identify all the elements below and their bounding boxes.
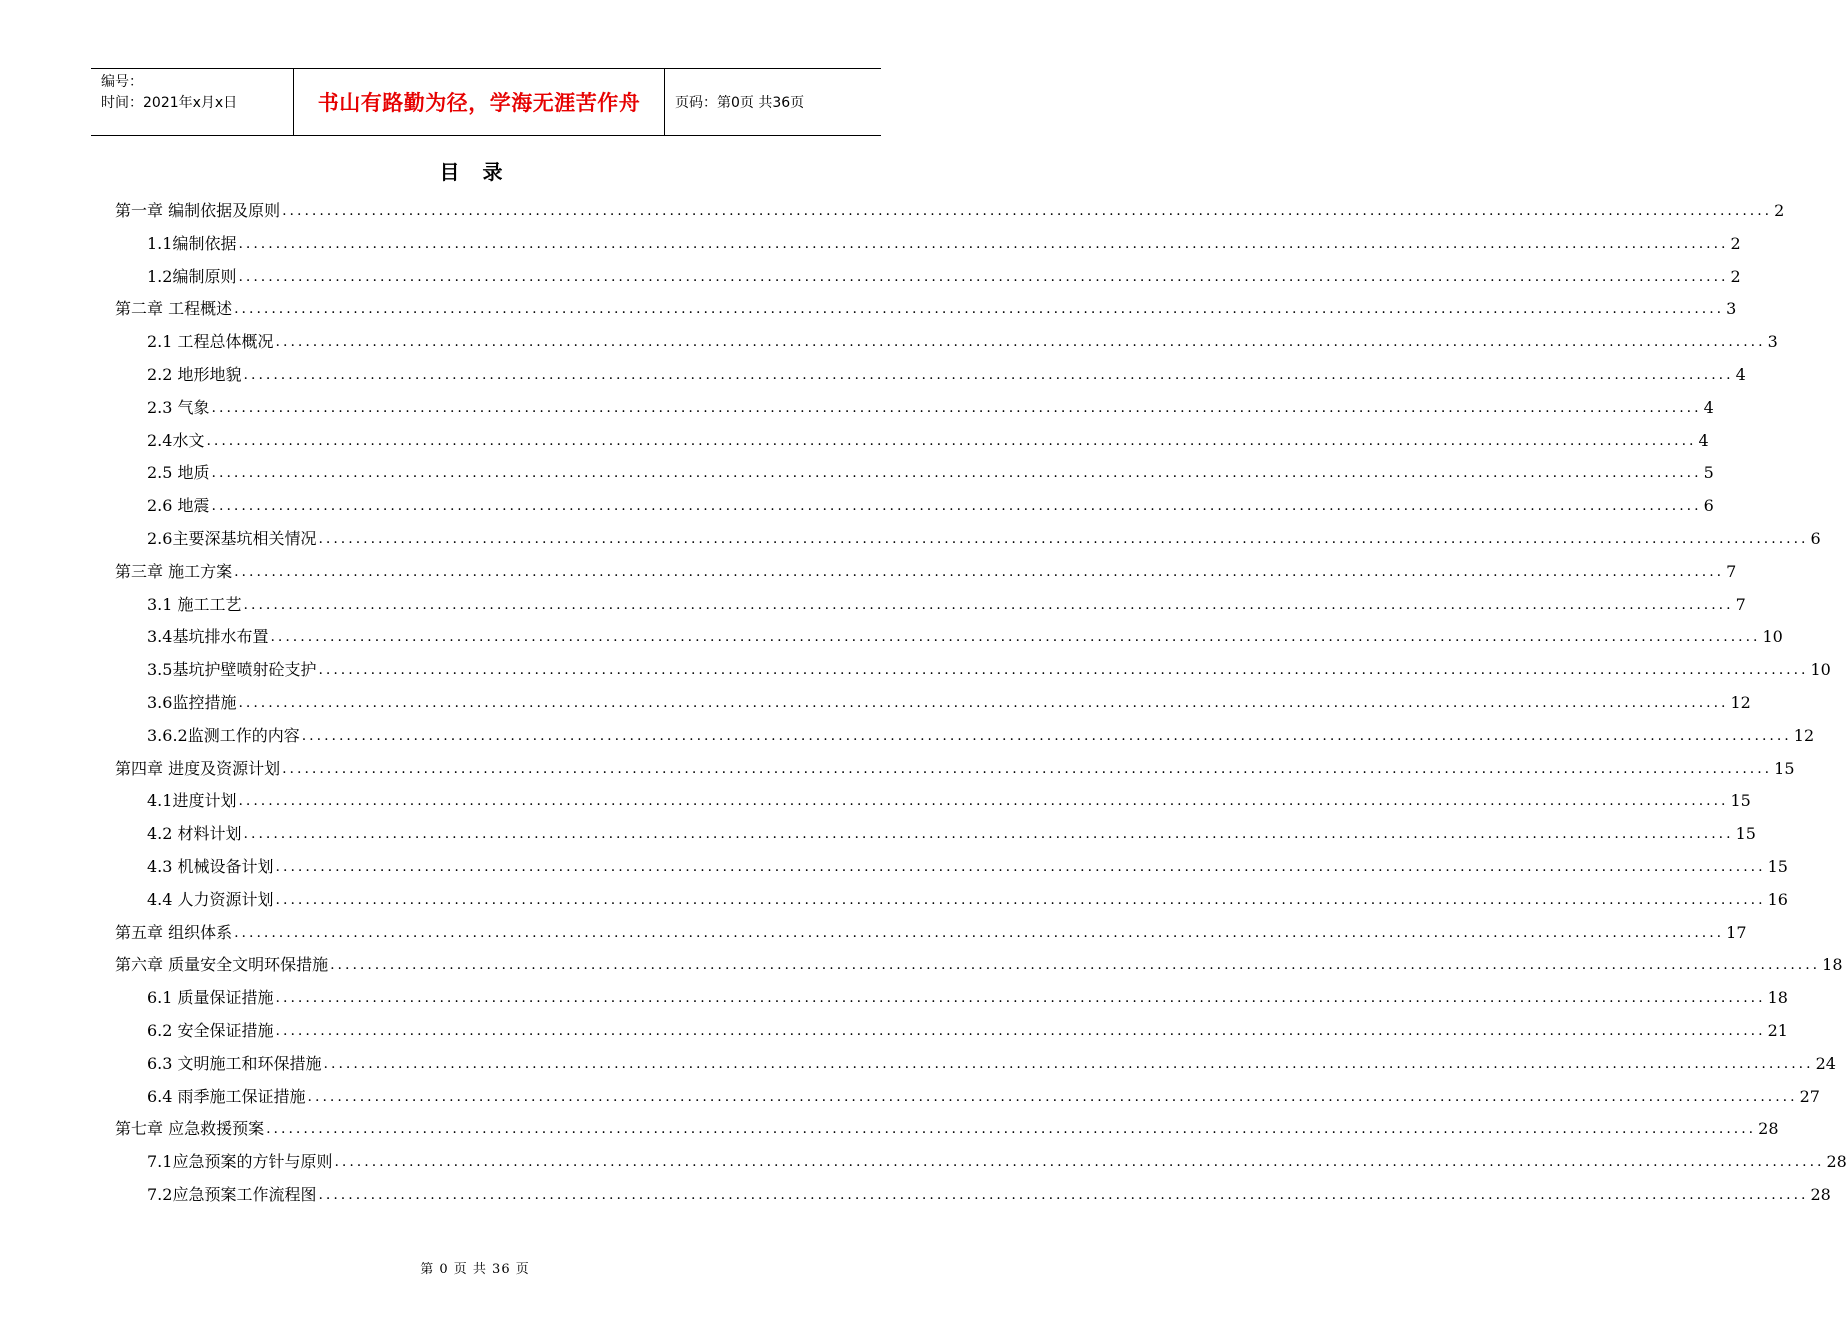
toc-entry[interactable] <box>115 192 1785 222</box>
toc-leader-dots: ........................................................................................................................................................................................................ <box>282 203 1773 219</box>
toc-entry-title: 7.1应急预案的方针与原则 <box>147 1152 333 1172</box>
toc-leader-dots: ........................................................................................................................................................................................................ <box>330 957 1821 974</box>
toc-leader-dots: ........................................................................................................................................................................................................ <box>238 268 1729 285</box>
toc-entry-title: 4.3 机械设备计划 <box>147 857 274 876</box>
header-motto: 书山有路勤为径，学海无涯苦作舟 <box>293 69 665 135</box>
toc-leader-dots: ........................................................................................................................................................................................................ <box>243 367 1734 383</box>
toc-entry[interactable] <box>115 946 1843 976</box>
header-left-cell <box>91 69 293 135</box>
toc-entry-page: 7 <box>1726 561 1737 581</box>
toc-leader-dots: ........................................................................................................................................................................................................ <box>238 695 1729 711</box>
toc-entry-title: 4.1进度计划 <box>147 791 237 811</box>
toc-entry-page: 2 <box>1774 201 1785 220</box>
toc-entry[interactable] <box>115 914 1747 944</box>
toc-entry-title: 第二章 工程概述 <box>115 299 233 319</box>
toc-entry-page: 2 <box>1730 266 1741 286</box>
toc-entry[interactable] <box>115 290 1737 320</box>
toc-leader-dots: ........................................................................................................................................................................................................ <box>243 826 1734 843</box>
toc-entry-page: 3 <box>1767 332 1778 352</box>
toc-entry-title: 3.1 施工工艺 <box>147 594 242 614</box>
header-page-info: 页码：第0页 共36页 <box>675 95 805 111</box>
toc-entry-page: 28 <box>1758 1119 1779 1139</box>
toc-entry[interactable] <box>147 1078 1820 1108</box>
toc-entry-title: 3.4基坑排水布置 <box>147 627 269 647</box>
toc-entry-page: 28 <box>1826 1152 1847 1172</box>
toc-entry-page: 24 <box>1815 1053 1836 1073</box>
toc-entry[interactable] <box>147 782 1751 812</box>
toc-leader-dots: ........................................................................................................................................................................................................ <box>275 859 1766 875</box>
toc-entry[interactable] <box>147 1143 1847 1173</box>
toc-entry-title: 2.1 工程总体概况 <box>147 332 274 352</box>
toc-entry[interactable] <box>147 258 1741 288</box>
toc-leader-dots: ........................................................................................................................................................................................................ <box>266 1121 1757 1138</box>
toc-entry[interactable] <box>147 422 1709 452</box>
toc-entry-page: 4 <box>1703 397 1714 417</box>
toc-entry-title: 3.5基坑护壁喷射砼支护 <box>147 660 317 680</box>
toc-leader-dots: ........................................................................................................................................................................................................ <box>238 235 1729 252</box>
toc-entry-page: 27 <box>1799 1086 1820 1106</box>
toc-title: 目 录 <box>439 160 511 184</box>
toc-entry-title: 6.3 文明施工和环保措施 <box>147 1053 322 1073</box>
toc-entry-page: 7 <box>1735 594 1746 614</box>
toc-leader-dots: ........................................................................................................................................................................................................ <box>206 432 1697 449</box>
toc-entry-title: 第三章 施工方案 <box>115 561 233 581</box>
toc-entry-page: 15 <box>1735 824 1756 844</box>
toc-entry-page: 6 <box>1703 496 1714 516</box>
toc-entry[interactable] <box>115 553 1737 583</box>
toc-entry[interactable] <box>147 881 1788 911</box>
toc-entry-title: 2.6 地震 <box>147 496 210 516</box>
toc-entry[interactable] <box>147 979 1788 1009</box>
toc-entry[interactable] <box>147 586 1746 616</box>
toc-entry-title: 2.6主要深基坑相关情况 <box>147 529 317 548</box>
toc-leader-dots: ........................................................................................................................................................................................................ <box>334 1154 1825 1171</box>
toc-entry-title: 1.2编制原则 <box>147 266 237 286</box>
toc-entry[interactable] <box>147 815 1756 845</box>
toc-entry-page: 3 <box>1726 299 1737 319</box>
toc-entry-page: 4 <box>1735 365 1746 384</box>
toc-entry-title: 6.4 雨季施工保证措施 <box>147 1086 306 1106</box>
toc-entry-page: 18 <box>1822 955 1843 975</box>
toc-entry-title: 第五章 组织体系 <box>115 922 233 942</box>
toc-entry-title: 4.2 材料计划 <box>147 824 242 844</box>
toc-entry-page: 12 <box>1730 693 1751 712</box>
toc-entry-page: 18 <box>1767 988 1788 1008</box>
toc-entry-title: 第七章 应急救援预案 <box>115 1119 265 1139</box>
toc-leader-dots: ........................................................................................................................................................................................................ <box>243 596 1734 613</box>
toc-entry-page: 21 <box>1767 1021 1788 1040</box>
toc-leader-dots: ........................................................................................................................................................................................................ <box>234 563 1725 580</box>
toc-entry-title: 第一章 编制依据及原则 <box>115 201 281 220</box>
toc-entry[interactable] <box>147 225 1741 255</box>
toc-entry[interactable] <box>147 487 1714 517</box>
toc-leader-dots: ........................................................................................................................................................................................................ <box>307 1088 1798 1105</box>
toc-leader-dots: ........................................................................................................................................................................................................ <box>211 498 1702 515</box>
toc-entry[interactable] <box>115 1110 1779 1140</box>
toc-entry-title: 6.1 质量保证措施 <box>147 988 274 1008</box>
toc-entry-page: 17 <box>1726 922 1747 942</box>
toc-entry-title: 第四章 进度及资源计划 <box>115 758 281 778</box>
toc-entry-title: 1.1编制依据 <box>147 233 237 253</box>
toc-entry-title: 2.5 地质 <box>147 463 210 483</box>
toc-leader-dots: ........................................................................................................................................................................................................ <box>323 1055 1814 1072</box>
toc-entry-title: 第六章 质量安全文明环保措施 <box>115 955 329 975</box>
toc-entry-page: 15 <box>1730 791 1751 811</box>
toc-entry-page: 15 <box>1767 857 1788 876</box>
toc-entry[interactable] <box>147 848 1788 878</box>
toc-entry[interactable] <box>147 1045 1836 1075</box>
toc-leader-dots: ........................................................................................................................................................................................................ <box>211 399 1702 416</box>
toc-leader-dots: ........................................................................................................................................................................................................ <box>318 662 1809 679</box>
toc-entry[interactable] <box>147 651 1831 681</box>
toc-leader-dots: ........................................................................................................................................................................................................ <box>270 629 1761 646</box>
toc-entry[interactable] <box>147 454 1714 484</box>
toc-entry-title: 2.3 气象 <box>147 397 210 417</box>
toc-entry-title: 3.6.2监测工作的内容 <box>147 725 300 745</box>
toc-entry-title: 2.4水文 <box>147 430 205 450</box>
toc-leader-dots: ........................................................................................................................................................................................................ <box>275 334 1766 351</box>
toc-entry[interactable] <box>147 618 1783 648</box>
toc-entry-title: 4.4 人力资源计划 <box>147 889 274 909</box>
toc-entry-title: 3.6监控措施 <box>147 693 237 712</box>
toc-entry-page: 15 <box>1774 758 1795 778</box>
toc-entry[interactable] <box>147 389 1714 419</box>
toc-entry-page: 2 <box>1730 233 1741 253</box>
toc-leader-dots: ........................................................................................................................................................................................................ <box>301 727 1792 744</box>
toc-entry-page: 4 <box>1698 430 1709 450</box>
toc-entry-title: 7.2应急预案工作流程图 <box>147 1185 317 1204</box>
toc-entry-page: 28 <box>1810 1185 1831 1204</box>
time-label: 时间：2021年x月x日 <box>101 95 238 111</box>
toc-leader-dots: ........................................................................................................................................................................................................ <box>318 1187 1809 1203</box>
toc-entry-page: 16 <box>1767 889 1788 909</box>
toc-entry-page: 6 <box>1810 529 1821 548</box>
toc-entry-page: 5 <box>1703 463 1714 483</box>
page-header <box>91 68 881 136</box>
toc-entry-title: 2.2 地形地貌 <box>147 365 242 384</box>
page-footer: 第 0 页 共 36 页 <box>420 1262 530 1277</box>
toc-entry[interactable] <box>147 1012 1788 1042</box>
toc-leader-dots: ........................................................................................................................................................................................................ <box>282 760 1773 777</box>
toc-entry[interactable] <box>147 684 1751 714</box>
toc-entry[interactable] <box>147 356 1746 386</box>
number-label: 编号： <box>101 74 143 90</box>
toc-entry[interactable] <box>147 520 1821 550</box>
toc-entry-page: 10 <box>1810 660 1831 680</box>
toc-entry[interactable] <box>115 750 1795 780</box>
toc-entry[interactable] <box>147 717 1815 747</box>
toc-leader-dots: ........................................................................................................................................................................................................ <box>211 465 1702 482</box>
toc-leader-dots: ........................................................................................................................................................................................................ <box>275 1023 1766 1039</box>
toc-entry-title: 6.2 安全保证措施 <box>147 1021 274 1040</box>
toc-leader-dots: ........................................................................................................................................................................................................ <box>275 891 1766 908</box>
toc-entry[interactable] <box>147 323 1778 353</box>
toc-entry[interactable] <box>147 1176 1831 1206</box>
toc-leader-dots: ........................................................................................................................................................................................................ <box>234 924 1725 941</box>
toc-entry-page: 10 <box>1762 627 1783 647</box>
toc-leader-dots: ........................................................................................................................................................................................................ <box>238 793 1729 810</box>
toc-leader-dots: ........................................................................................................................................................................................................ <box>234 301 1725 318</box>
toc-leader-dots: ........................................................................................................................................................................................................ <box>318 531 1809 547</box>
toc-leader-dots: ........................................................................................................................................................................................................ <box>275 990 1766 1007</box>
toc-entry-page: 12 <box>1793 725 1815 745</box>
